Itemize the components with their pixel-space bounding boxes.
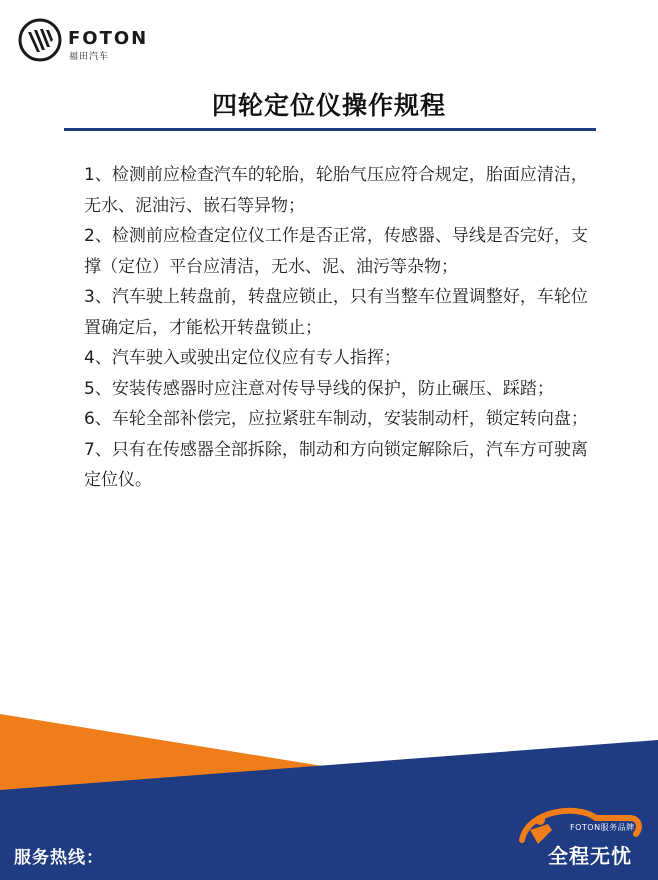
- foton-emblem-icon: [18, 18, 62, 62]
- rule-item: 3、汽车驶上转盘前，转盘应锁止，只有当整车位置调整好，车轮位置确定后，才能松开转盘锁止；: [84, 287, 588, 338]
- brand-sub: 福田汽车: [69, 52, 110, 62]
- rule-item: 5、安装传感器时应注意对传导导线的保护，防止碾压、踩踏；: [84, 378, 554, 399]
- brand-small-text: FOTON服务品牌: [570, 823, 635, 832]
- rule-item: 6、车轮全部补偿完，应拉紧驻车制动，安装制动杆，锁定转向盘；: [84, 409, 588, 429]
- rule-item: 1、检测前应检查汽车的轮胎，轮胎气压应符合规定，胎面应清洁，无水、泥油污、嵌石等异物；: [84, 165, 588, 216]
- rule-item: 4、汽车驶入或驶出定位仪应有专人指挥；: [84, 348, 401, 368]
- rule-item: 2、检测前应检查定位仪工作是否正常，传感器、导线是否完好，支撑（定位）平台应清洁，无水、泥、油污等杂物；: [84, 226, 588, 277]
- page-title: 四轮定位仪操作规程: [211, 91, 446, 120]
- brand-slogan: 全程无忧: [548, 844, 632, 868]
- title-divider: [64, 128, 596, 131]
- rule-item: 7、只有在传感器全部拆除，制动和方向锁定解除后，汽车方可驶离定位仪。: [84, 439, 588, 490]
- rules-list: [84, 160, 594, 496]
- foton-logo: [18, 18, 158, 66]
- brand-name: FOTON: [68, 28, 149, 49]
- service-hotline-label: 服务热线：: [14, 848, 104, 868]
